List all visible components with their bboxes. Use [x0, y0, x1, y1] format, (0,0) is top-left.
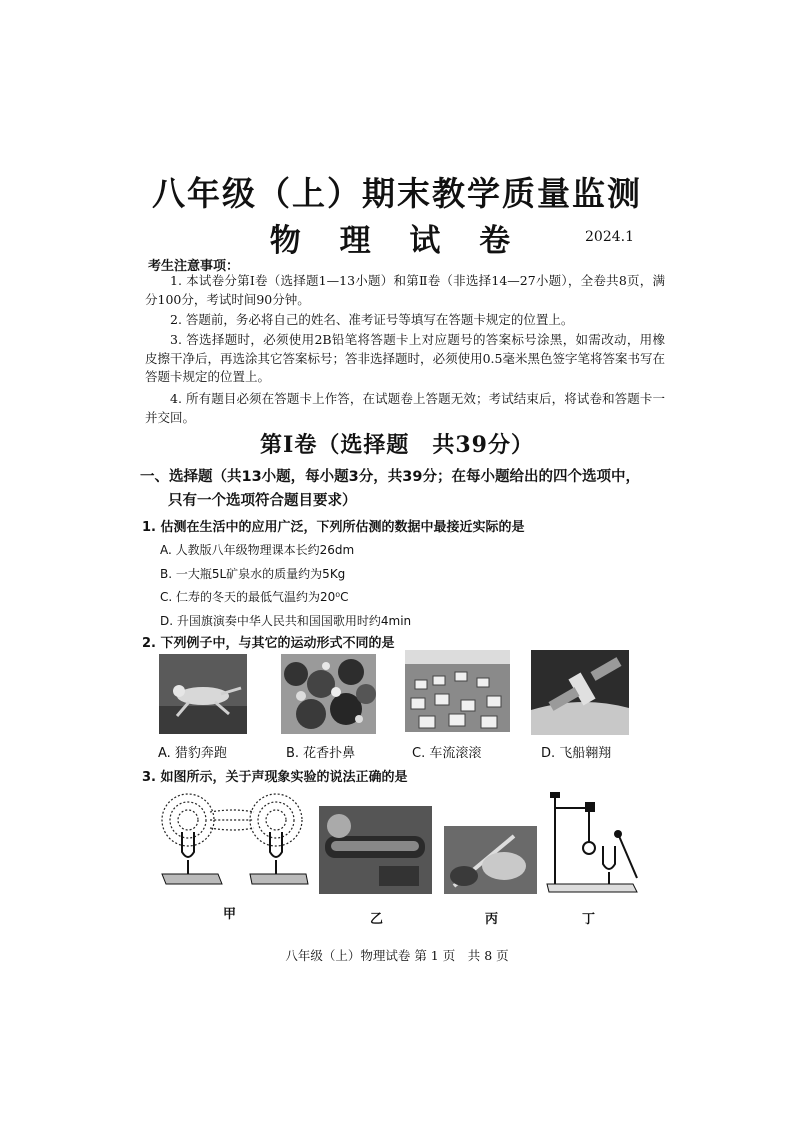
exam-date: 2024.1: [585, 229, 634, 245]
notice-item: 3. 答选择题时，必须使用2B铅笔将答题卡上对应题号的答案标号涂黑，如需改动，用橡皮擦干净后，再选涂其它答案标号；答非选择题时，必须使用0.5毫米黑色签字笔将答案书写在答题卡规定的位置上。: [145, 332, 665, 384]
exam-title: 八年级（上）期末教学质量监测: [152, 174, 642, 213]
figure-label-ding: 丁: [582, 912, 596, 927]
flowers-photo: [281, 654, 376, 734]
notice-title: 考生注意事项：: [148, 259, 240, 274]
question-1-option-c: C. 仁寿的冬天的最低气温约为20⁰C: [160, 590, 349, 604]
section-instruction: [140, 465, 680, 513]
question-1-option-d: D. 升国旗演奏中华人民共和国国歌用时约4min: [160, 614, 412, 628]
instruction-line-1: 一、选择题（共13小题，每小题3分，共39分；在每小题给出的四个选项中，: [140, 469, 640, 485]
question-1-stem: 1. 估测在生活中的应用广泛，下列所估测的数据中最接近实际的是: [142, 520, 525, 535]
notice-item: 2. 答题前，务必将自己的姓名、准考证号等填写在答题卡规定的位置上。: [170, 312, 574, 327]
section-title: 第Ⅰ卷（选择题 共39分）: [260, 432, 534, 458]
figure-label-jia: 甲: [223, 907, 237, 922]
question-2-stem: 2. 下列例子中，与其它的运动形式不同的是: [142, 636, 395, 651]
tuning-forks-figure: [158, 790, 310, 892]
experiment-photo-b: [319, 806, 432, 894]
question-2-caption-b: B. 花香扑鼻: [286, 746, 356, 761]
question-1-option-a: A. 人教版八年级物理课本长约26dm: [160, 543, 355, 557]
question-1-option-b: B. 一大瓶5L矿泉水的质量约为5Kg: [160, 567, 346, 581]
question-2-caption-c: C. 车流滚滚: [412, 746, 482, 761]
question-2-caption-a: A. 猎豹奔跑: [158, 746, 227, 761]
notice-item: 1. 本试卷分第Ⅰ卷（选择题1—13小题）和第Ⅱ卷（非选择14—27小题），全卷共8页，满分100分，考试时间90分钟。: [145, 273, 665, 307]
experiment-photo-c: [444, 826, 537, 894]
notice-item: 4. 所有题目必须在答题卡上作答，在试题卷上答题无效；考试结束后，将试卷和答题卡一并交回。: [145, 391, 665, 425]
cheetah-photo: [159, 654, 247, 734]
exam-subtitle: 物 理 试 卷: [269, 223, 525, 259]
pendulum-fork-figure: [545, 788, 643, 894]
spacecraft-photo: [531, 650, 629, 735]
traffic-photo: [405, 650, 510, 732]
page-footer: 八年级（上）物理试卷 第 1 页 共 8 页: [285, 948, 509, 963]
instruction-line-2: 只有一个选项符合题目要求）: [168, 493, 357, 509]
figure-label-yi: 乙: [370, 912, 384, 927]
question-3-stem: 3. 如图所示，关于声现象实验的说法正确的是: [142, 770, 408, 785]
figure-label-bing: 丙: [485, 912, 499, 927]
question-2-caption-d: D. 飞船翱翔: [541, 746, 612, 761]
